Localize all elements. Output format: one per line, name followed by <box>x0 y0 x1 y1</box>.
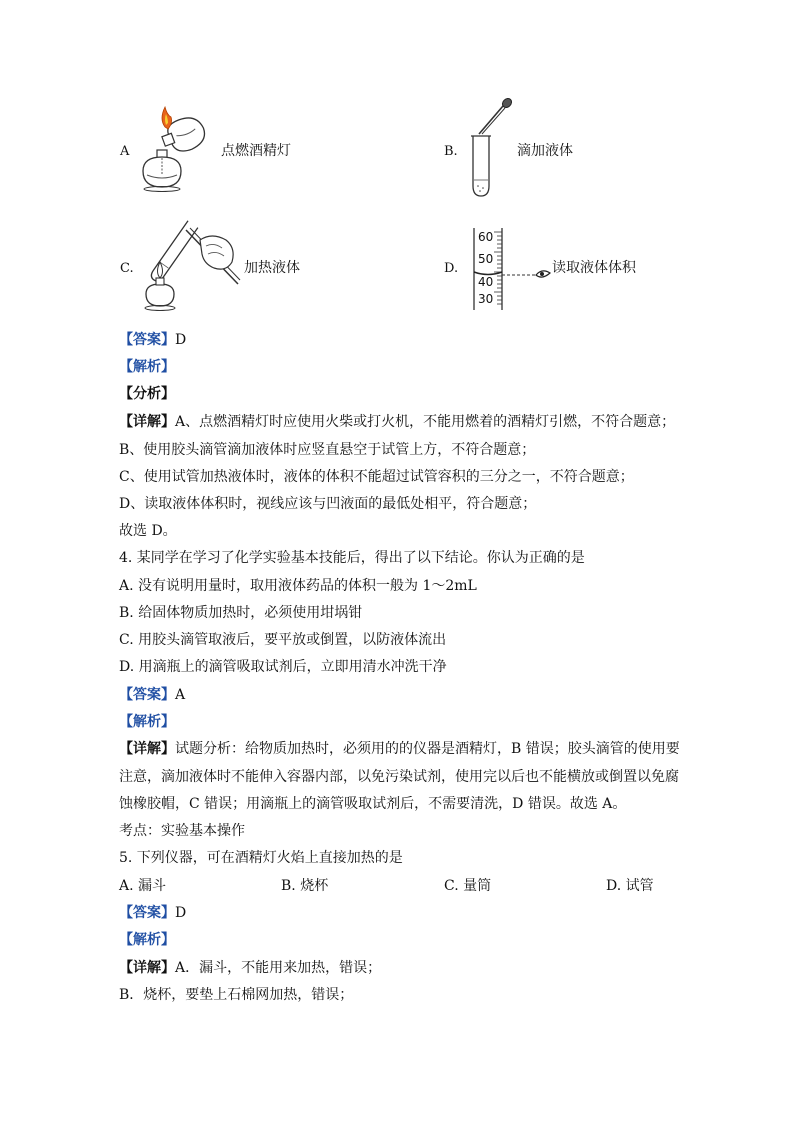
q4-answer: 【答案】A <box>119 687 186 703</box>
q3-conclusion: 故选 D。 <box>119 523 177 539</box>
figure-d-caption: 读取液体体积 <box>552 260 636 276</box>
q5-answer: 【答案】D <box>119 905 187 921</box>
q5-detail-line-1: 【详解】A．漏斗，不能用来加热，错误； <box>119 960 382 976</box>
q3-detail-line-3: C、使用试管加热液体时，液体的体积不能超过试管容积的三分之一，不符合题意； <box>119 469 634 485</box>
dropper-test-tube-figure <box>465 96 515 200</box>
figure-d-letter: D. <box>444 261 459 276</box>
q5-option-b: B. 烧杯 <box>281 878 329 894</box>
q4-analysis-label: 【解析】 <box>119 714 175 730</box>
q5-stem: 5. 下列仪器，可在酒精灯火焰上直接加热的是 <box>119 850 403 866</box>
q5-detail-line-2: B．烧杯，要垫上石棉网加热，错误； <box>119 987 354 1003</box>
scale-label-60: 60 <box>478 230 494 244</box>
q4-kaodian: 考点：实验基本操作 <box>119 823 245 839</box>
figure-a-caption: 点燃酒精灯 <box>221 143 291 159</box>
q3-analysis-label: 【解析】 <box>119 359 175 375</box>
q5-option-d: D. 试管 <box>606 878 654 894</box>
q4-option-d: D. 用滴瓶上的滴管吸取试剂后，立即用清水冲洗干净 <box>119 659 447 675</box>
q4-detail-line-3: 蚀橡胶帽，C 错误；用滴瓶上的滴管吸取试剂后，不需要清洗，D 错误。故选 A。 <box>119 796 627 812</box>
figure-b-caption: 滴加液体 <box>517 143 573 159</box>
q5-analysis-label: 【解析】 <box>119 932 175 948</box>
scale-label-50: 50 <box>478 252 494 266</box>
q5-option-a: A. 漏斗 <box>119 878 167 894</box>
q4-detail-line-2: 注意，滴加液体时不能伸入容器内部，以免污染试剂，使用完以后也不能横放或倒置以免腐 <box>119 769 679 785</box>
q4-option-c: C. 用胶头滴管取液后，要平放或倒置，以防液体流出 <box>119 632 447 648</box>
scale-label-30: 30 <box>478 292 494 306</box>
q4-option-a: A. 没有说明用量时，取用液体药品的体积一般为 1～2mL <box>119 578 477 594</box>
q3-detail-line-4: D、读取液体体积时，视线应该与凹液面的最低处相平，符合题意； <box>119 496 537 512</box>
q4-option-b: B. 给固体物质加热时，必须使用坩埚钳 <box>119 605 363 621</box>
q4-stem: 4. 某同学在学习了化学实验基本技能后，得出了以下结论。你认为正确的是 <box>119 550 585 566</box>
alcohol-lamp-lighting-figure <box>135 105 225 195</box>
q3-detail-line-1: 【详解】A、点燃酒精灯时应使用火柴或打火机，不能用燃着的酒精灯引燃，不符合题意； <box>119 414 676 430</box>
figure-b-letter: B. <box>444 144 458 159</box>
q3-detail-line-2: B、使用胶头滴管滴加液体时应竖直悬空于试管上方，不符合题意； <box>119 442 536 458</box>
q3-answer: 【答案】D <box>119 332 187 348</box>
figure-c-letter: C. <box>120 261 134 276</box>
q5-option-c: C. 量筒 <box>444 878 492 894</box>
figure-c-caption: 加热液体 <box>244 260 300 276</box>
q4-detail-line-1: 【详解】试题分析：给物质加热时，必须用的的仪器是酒精灯，B 错误；胶头滴管的使用要 <box>119 741 680 757</box>
figure-a-letter: A <box>120 144 130 159</box>
heating-liquid-figure <box>140 222 245 314</box>
q3-fenxi-label: 【分析】 <box>119 386 175 402</box>
scale-label-40: 40 <box>478 275 494 289</box>
